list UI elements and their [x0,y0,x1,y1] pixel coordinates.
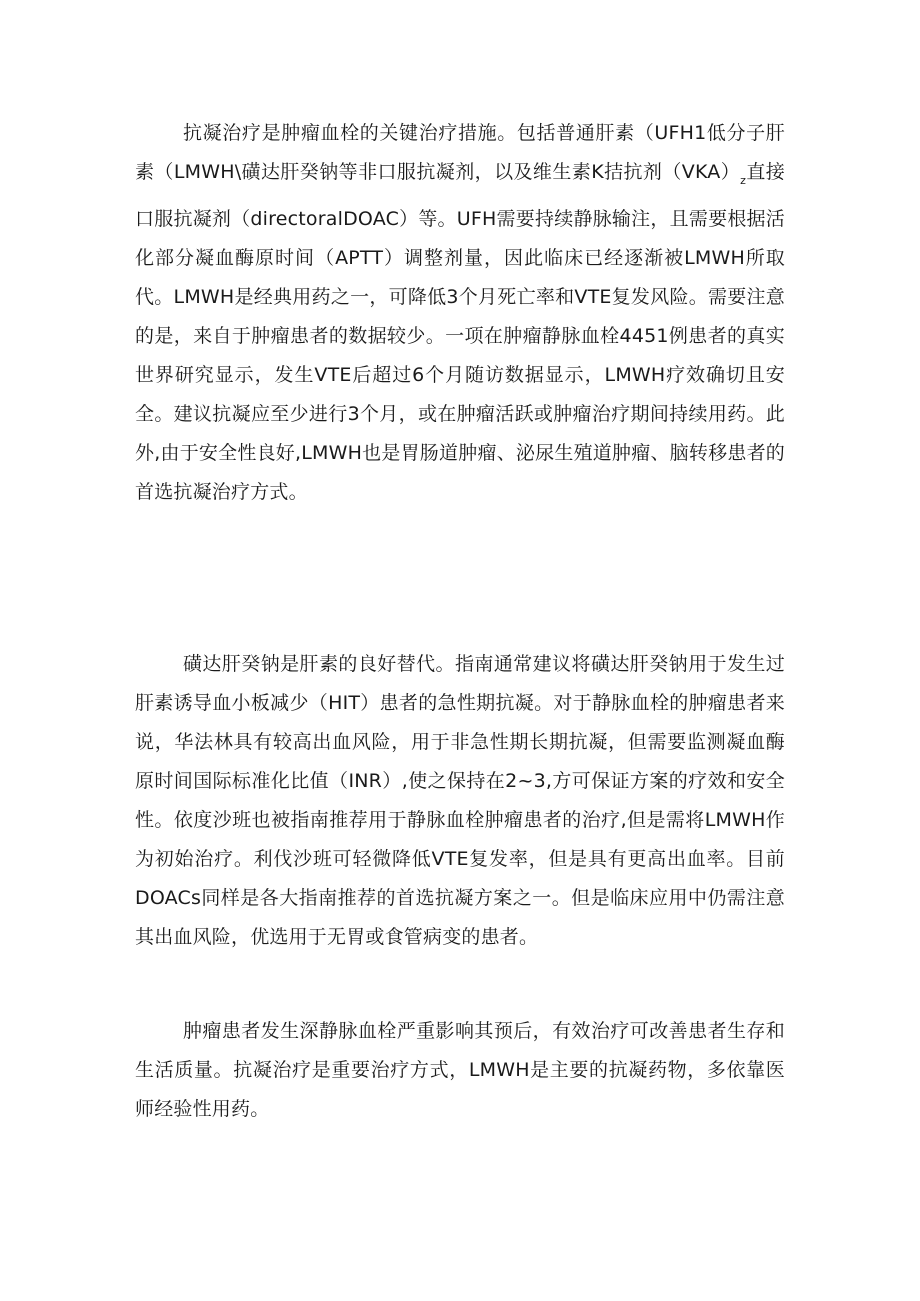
paragraph-2-text: 磺达肝癸钠是肝素的良好替代。指南通常建议将磺达肝癸钠用于发生过肝素诱导血小板减少（HIT）患者的急性期抗凝。对于静脉血栓的肿瘤患者来说，华法林具有较高出血风险，用于非急性期长期抗凝，但需要监测凝血酶原时间国际标准化比值（INR）,使之保持在2~3,方可保证方案的疗效和安全性。依度沙班也被指南推荐用于静脉血栓肿瘤患者的治疗,但是需将LMWH作为初始治疗。利伐沙班可轻微降低VTE复发率，但是具有更高出血率。目前DOACs同样是各大指南推荐的首选抗凝方案之一。但是临床应用中仍需注意其出血风险，优选用于无胃或食管病变的患者。 [135,653,785,948]
paragraph-1-subscript: z [740,174,747,187]
paragraph-fondaparinux-alternatives [135,645,785,957]
paragraph-conclusion [135,1012,785,1129]
paragraph-1-text: 抗凝治疗是肿瘤血栓的关键治疗措施。包括普通肝素（UFH1低分子肝素（LMWH\磺达肝癸钠等非口服抗凝剂，以及维生素K拮抗剂（VKA） [135,122,785,183]
paragraph-1-text-continued: 直接口服抗凝剂（directoralDOAC）等。UFH需要持续静脉输注，且需要根据活化部分凝血酶原时间（APTT）调整剂量，因此临床已经逐渐被LMWH所取代。LMWH是经典用药之一，可降低3个月死亡率和VTE复发风险。需要注意的是，来自于肿瘤患者的数据较少。一项在肿瘤静脉血栓4451例患者的真实世界研究显示，发生VTE后超过6个月随访数据显示，LMWH疗效确切且安全。建议抗凝应至少进行3个月，或在肿瘤活跃或肿瘤治疗期间持续用药。此外,由于安全性良好,LMWH也是胃肠道肿瘤、泌尿生殖道肿瘤、脑转移患者的首选抗凝治疗方式。 [135,161,785,503]
paragraph-3-text: 肿瘤患者发生深静脉血栓严重影响其预后，有效治疗可改善患者生存和生活质量。抗凝治疗是重要治疗方式，LMWH是主要的抗凝药物，多依靠医师经验性用药。 [135,1020,785,1120]
paragraph-anticoagulation-overview [135,114,785,512]
